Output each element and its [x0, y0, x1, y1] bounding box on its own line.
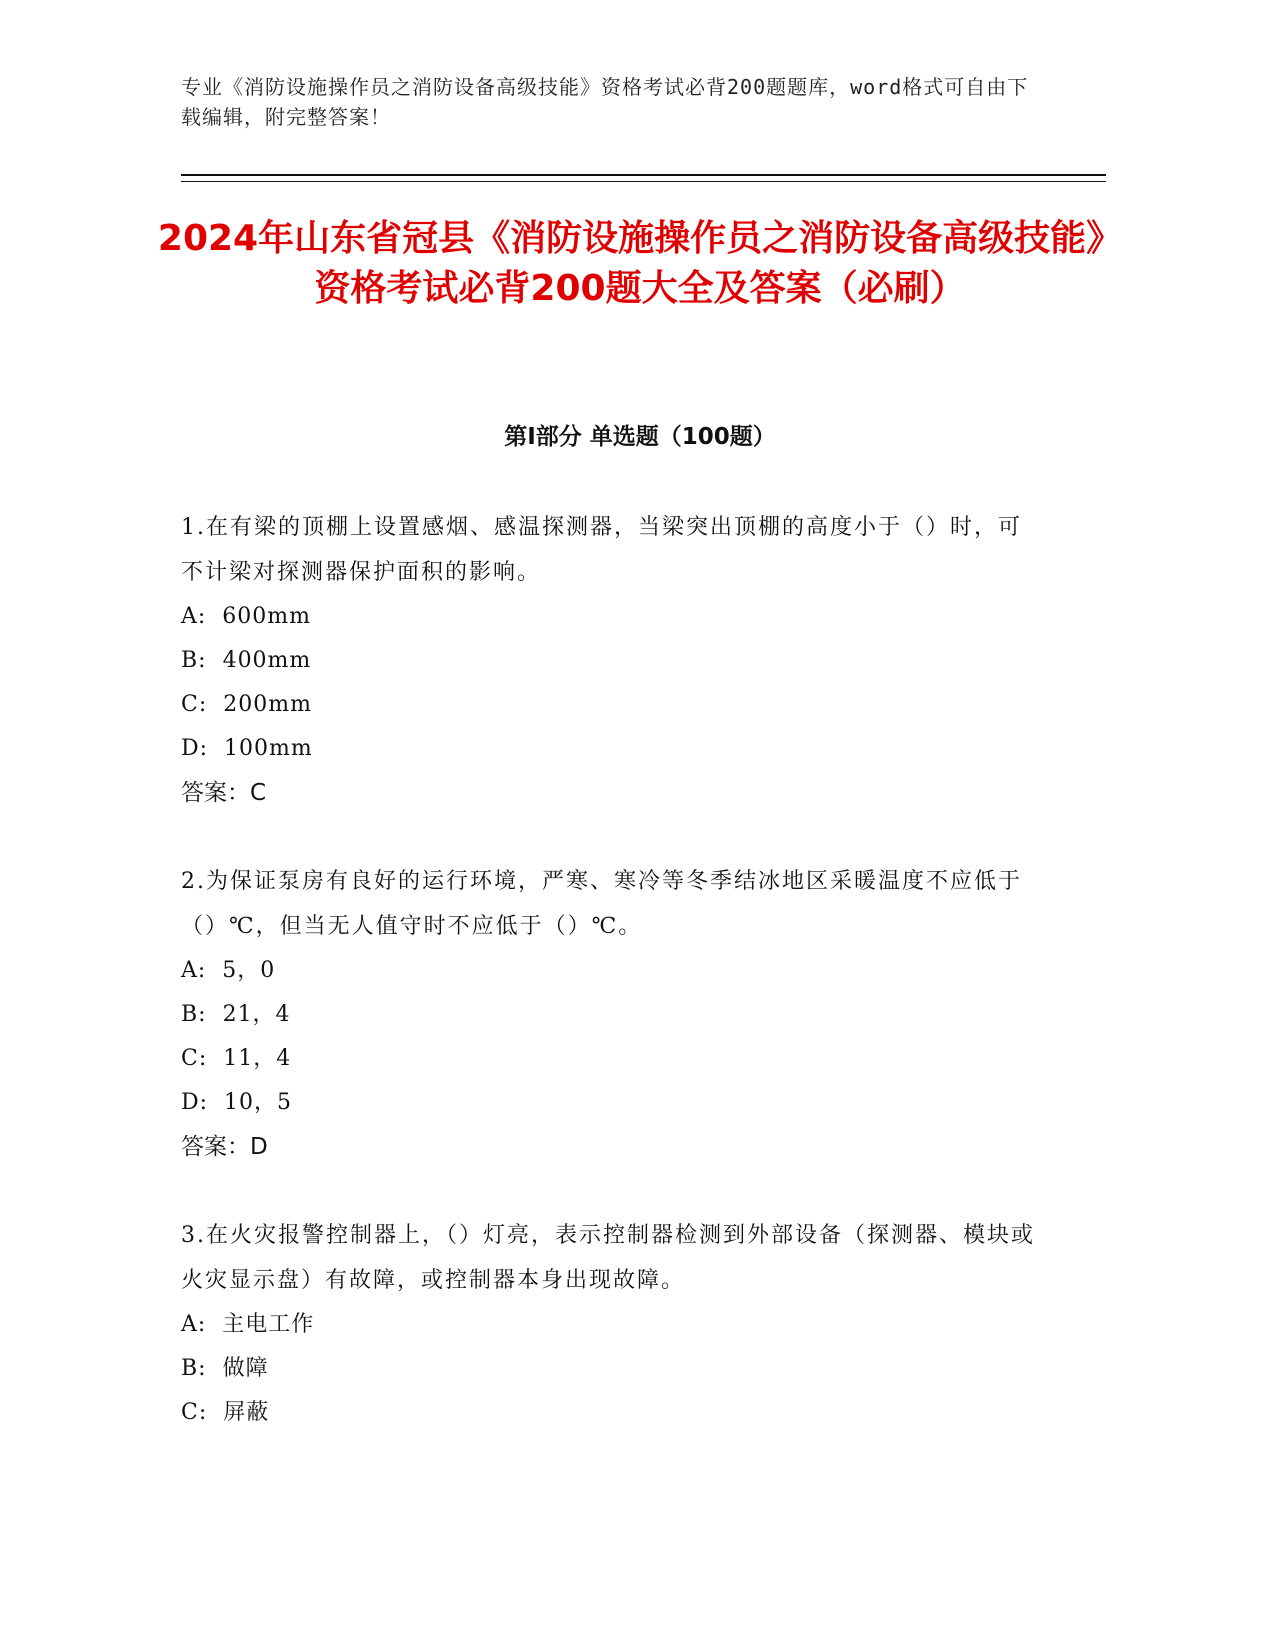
option-a: A: 5，0 — [181, 958, 276, 983]
option-b: B: 做障 — [181, 1356, 269, 1381]
option-c: C: 200mm — [181, 692, 312, 717]
question-list — [181, 505, 1041, 1479]
option-d: D: 10，5 — [181, 1090, 293, 1115]
question-2 — [181, 859, 1041, 1169]
document-title: 2024年山东省冠县《消防设施操作员之消防设备高级技能》资格考试必背200题大全及答案（必刷） — [157, 218, 1123, 309]
question-3 — [181, 1213, 1041, 1435]
answer-line: 答案：D — [181, 1134, 268, 1160]
section-heading: 第I部分 单选题（100题） — [504, 424, 776, 450]
header-note: 专业《消防设施操作员之消防设备高级技能》资格考试必背200题题库，word格式可自由下载编辑，附完整答案！ — [181, 75, 1029, 129]
option-d: D: 100mm — [181, 736, 313, 761]
answer-line: 答案：C — [181, 780, 267, 806]
question-1 — [181, 505, 1041, 815]
question-stem: 2.为保证泵房有良好的运行环境，严寒、寒冷等冬季结冰地区采暖温度不应低于（）℃，但当无人值守时不应低于（）℃。 — [181, 869, 1022, 939]
header-divider-thin — [181, 181, 1106, 182]
question-stem: 1.在有梁的顶棚上设置感烟、感温探测器，当梁突出顶棚的高度小于（）时，可不计梁对探测器保护面积的影响。 — [181, 515, 1022, 585]
option-b: B: 21，4 — [181, 1002, 291, 1027]
option-c: C: 11，4 — [181, 1046, 292, 1071]
option-c: C: 屏蔽 — [181, 1400, 270, 1425]
question-stem: 3.在火灾报警控制器上，（）灯亮，表示控制器检测到外部设备（探测器、模块或火灾显示盘）有故障，或控制器本身出现故障。 — [181, 1223, 1035, 1293]
option-b: B: 400mm — [181, 648, 312, 673]
option-a: A: 600mm — [181, 604, 311, 629]
header-divider-thick — [181, 174, 1106, 176]
option-a: A: 主电工作 — [181, 1312, 315, 1337]
